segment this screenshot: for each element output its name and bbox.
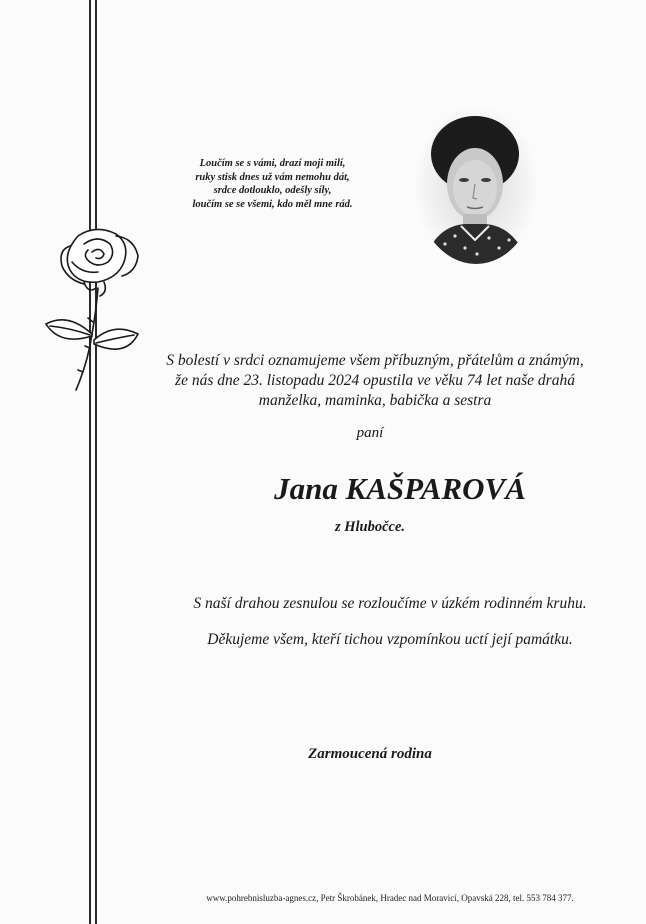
poem-line: ruky stisk dnes už vám nemohu dát,: [195, 171, 350, 183]
portrait-photo: [415, 106, 537, 264]
border-line-right: [95, 0, 97, 924]
poem-line: srdce dotlouklo, odešly síly,: [213, 185, 332, 196]
deceased-name: Jana KAŠPAROVÁ: [274, 471, 526, 506]
border-line-left: [89, 0, 91, 924]
farewell-text: S naší drahou zesnulou se rozloučíme v úzkém rodinném kruhu.: [193, 595, 587, 612]
poem: [150, 157, 395, 211]
thanks-text: Děkujeme všem, kteří tichou vzpomínkou uctí její památku.: [207, 631, 573, 648]
poem-line: Loučím se s vámi, drazí moji milí,: [199, 158, 346, 169]
deceased-origin: z Hlubočce.: [334, 519, 406, 535]
announcement-line: že nás dne 23. listopadu 2024 opustila ve věku 74 let naše drahá: [175, 372, 575, 389]
announcement-line: S bolestí v srdci oznamujeme všem příbuzným, přátelům a známým,: [166, 352, 584, 369]
announcement: [140, 351, 610, 411]
rose-icon: [38, 222, 146, 397]
poem-line: loučím se se všemi, kdo měl mne rád.: [192, 198, 353, 210]
title-word: paní: [356, 425, 384, 441]
announcement-line: manželka, maminka, babička a sestra: [258, 392, 492, 409]
signature: Zarmoucená rodina: [308, 746, 432, 762]
footer-contact: www.pohrebnisluzba-agnes.cz, Petr Škrobánek, Hradec nad Moravicí, Opavská 228, tel. 553 784 377.: [206, 893, 574, 903]
